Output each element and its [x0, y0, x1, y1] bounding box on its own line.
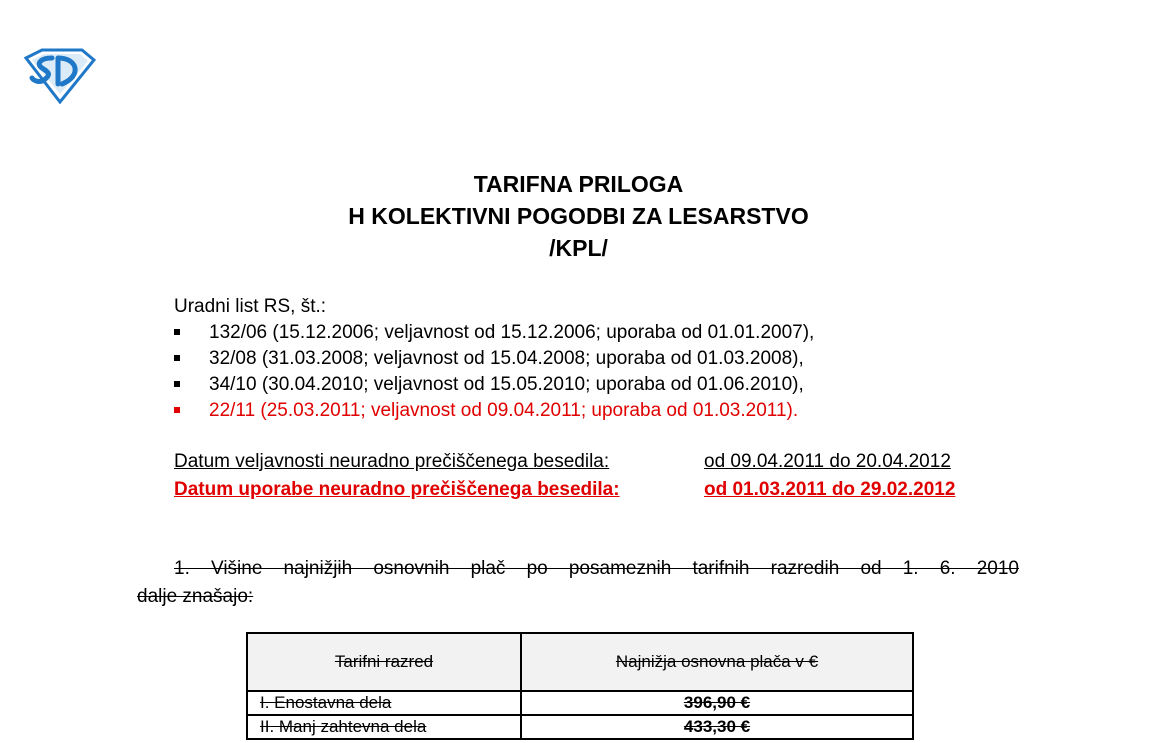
document-title: [0, 168, 1157, 264]
title-line-2: H KOLEKTIVNI POGODBI ZA LESARSTVO: [348, 203, 809, 229]
gazette-item-current: 22/11 (25.03.2011; veljavnost od 09.04.2011; uporaba od 01.03.2011).: [174, 398, 814, 424]
paragraph-line-1: 1. Višine najnižjih osnovnih plač po posameznih tarifnih razredih od 1. 6. 2010: [174, 558, 1019, 579]
gazette-item: 32/08 (31.03.2008; veljavnost od 15.04.2008; uporaba od 01.03.2008),: [174, 346, 814, 372]
paragraph-struck: [137, 555, 1019, 611]
gazette-item: 132/06 (15.12.2006; veljavnost od 15.12.2006; uporaba od 01.01.2007),: [174, 320, 814, 346]
paragraph-line-2: dalje znašajo:: [137, 586, 254, 607]
usage-value: od 01.03.2011 do 29.02.2012: [704, 479, 956, 500]
column-header: Najnižja osnovna plača v €: [521, 633, 913, 691]
gazette-item: 34/10 (30.04.2010; veljavnost od 15.05.2010; uporaba od 01.06.2010),: [174, 372, 814, 398]
table-cell: II. Manj zahtevna dela: [247, 715, 521, 739]
sd-logo-icon: [22, 48, 96, 104]
title-line-3: /KPL/: [549, 235, 608, 261]
table-header-row: [247, 633, 913, 691]
usage-label: Datum uporabe neuradno prečiščenega besedila:: [174, 479, 620, 500]
validity-value: od 09.04.2011 do 20.04.2012: [704, 451, 951, 472]
table-row: [247, 691, 913, 715]
table-row: [247, 715, 913, 739]
square-bullet-icon: [174, 407, 180, 413]
square-bullet-icon: [174, 381, 180, 387]
tariff-table: [246, 632, 914, 740]
square-bullet-icon: [174, 355, 180, 361]
gazette-section: [174, 294, 814, 424]
table-cell: 433,30 €: [521, 715, 913, 739]
gazette-heading: Uradni list RS, št.:: [174, 296, 327, 317]
table-cell: 396,90 €: [521, 691, 913, 715]
gazette-list: [174, 320, 814, 424]
square-bullet-icon: [174, 329, 180, 335]
validity-label: Datum veljavnosti neuradno prečiščenega besedila:: [174, 451, 610, 472]
title-line-1: TARIFNA PRILOGA: [473, 171, 684, 197]
column-header: Tarifni razred: [247, 633, 521, 691]
table-cell: I. Enostavna dela: [247, 691, 521, 715]
